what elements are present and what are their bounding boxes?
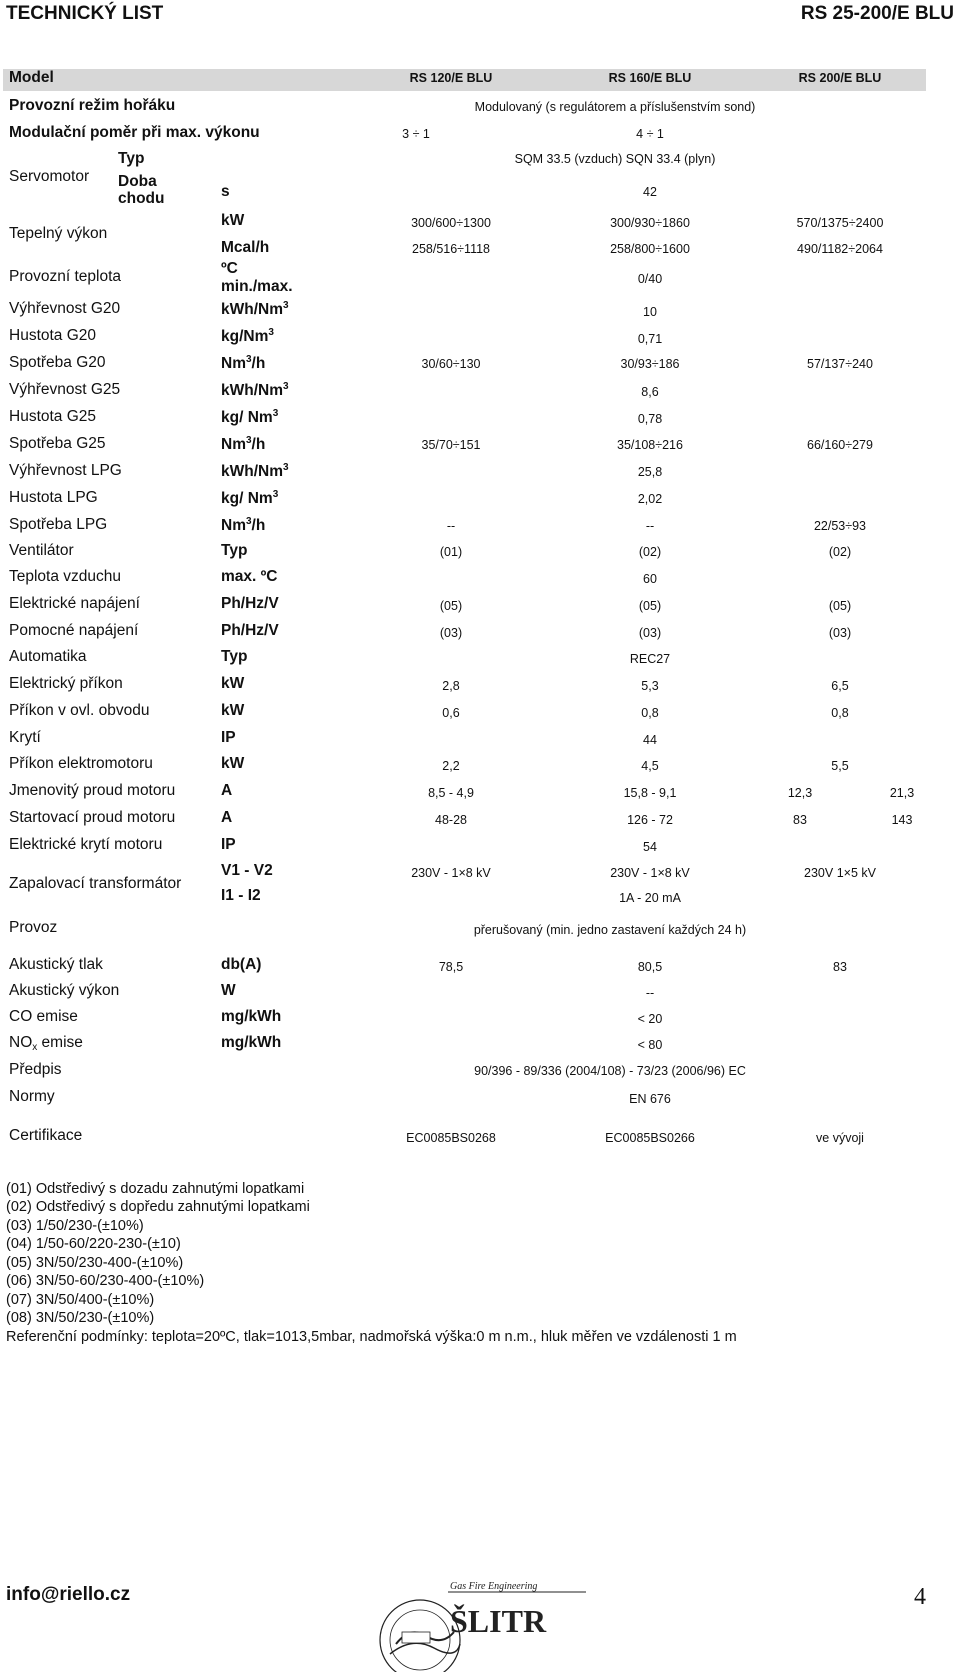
- row-unit: max. ºC: [221, 568, 278, 585]
- footnote: (03) 1/50/230-(±10%): [6, 1218, 144, 1234]
- row-label: Hustota LPG: [9, 489, 98, 506]
- row-value: 44: [643, 733, 657, 747]
- row-label: Servomotor: [9, 168, 90, 185]
- row-value: (03): [638, 626, 662, 640]
- row-label: Spotřeba G25: [9, 435, 106, 452]
- row-label: Teplota vzduchu: [9, 568, 122, 585]
- footnote: (05) 3N/50/230-400-(±10%): [6, 1255, 184, 1271]
- row-value: 80,5: [637, 960, 663, 974]
- row-value: přerušovaný (min. jedno zastavení každých 24 h): [473, 923, 747, 937]
- row-label: Hustota G25: [9, 408, 97, 425]
- row-value: 0,6: [442, 706, 460, 720]
- row-label: Zapalovací transformátor: [9, 875, 182, 892]
- row-value: 83: [833, 960, 847, 974]
- row-unit: V1 - V2: [221, 862, 273, 879]
- row-value: (05): [638, 599, 662, 613]
- slitr-logo: [376, 1572, 596, 1672]
- email-link[interactable]: info@riello.cz: [6, 1584, 131, 1605]
- row-value: 78,5: [438, 960, 464, 974]
- row-value: (03): [439, 626, 463, 640]
- row-value: 25,8: [637, 465, 663, 479]
- row-value: ve vývoji: [816, 1131, 864, 1145]
- row-label: Provozní teplota: [9, 268, 122, 285]
- row-value: 0/40: [637, 272, 663, 286]
- slitr-logo-graphic: [376, 1572, 596, 1672]
- reference-conditions: Referenční podmínky: teplota=20ºC, tlak=1013,5mbar, nadmořská výška:0 m n.m., hluk měřen ve vzdálenosti 1 m: [6, 1329, 737, 1345]
- row-unit: I1 - I2: [221, 887, 261, 904]
- row-value: 230V - 1×8 kV: [610, 866, 690, 880]
- row-value: 5,3: [641, 679, 659, 693]
- row-label: Provoz: [9, 919, 58, 936]
- row-value: 21,3: [889, 786, 915, 800]
- row-unit: kg/ Nm$^3$: [221, 408, 279, 426]
- row-value: < 80: [637, 1038, 663, 1052]
- row-value: 35/70÷151: [421, 438, 481, 452]
- row-value: 35/108÷216: [617, 438, 683, 452]
- row-unit: kg/ Nm$^3$: [221, 489, 279, 507]
- row-unit: s: [221, 183, 230, 200]
- row-value: 0,8: [831, 706, 849, 720]
- row-sublabel: Doba: [118, 173, 157, 190]
- row-value: Modulovaný (s regulátorem a příslušenstvím sond): [474, 100, 756, 114]
- row-label: Výhřevnost G25: [9, 381, 121, 398]
- row-label: Provozní režim hořáku: [9, 97, 176, 114]
- row-value: 258/800÷1600: [610, 242, 690, 256]
- row-value: --: [446, 519, 456, 533]
- row-value: 90/396 - 89/336 (2004/108) - 73/23 (2006/96) EC: [474, 1064, 746, 1078]
- row-unit: mg/kWh: [221, 1008, 282, 1025]
- row-label: Akustický výkon: [9, 982, 120, 999]
- row-unit: min./max.: [221, 278, 293, 295]
- row-label: Spotřeba G20: [9, 354, 106, 371]
- row-value: 0,8: [641, 706, 659, 720]
- row-value: 8,6: [641, 385, 659, 399]
- footnote: (01) Odstředivý s dozadu zahnutými lopatkami: [6, 1181, 305, 1197]
- row-value: --: [645, 519, 655, 533]
- row-label: Ventilátor: [9, 542, 74, 559]
- row-value: 48-28: [435, 813, 467, 827]
- footnote: (02) Odstředivý s dopředu zahnutými lopatkami: [6, 1199, 310, 1215]
- row-value: (02): [638, 545, 662, 559]
- row-label: Příkon elektromotoru: [9, 755, 153, 772]
- row-value: 230V 1×5 kV: [804, 866, 876, 880]
- row-value: 42: [643, 185, 657, 199]
- row-value: EC0085BS0266: [605, 1131, 695, 1145]
- row-unit: kW: [221, 702, 245, 719]
- row-value: 60: [643, 572, 657, 586]
- row-label: Pomocné napájení: [9, 622, 139, 639]
- row-unit: kWh/Nm$^3$: [221, 462, 289, 480]
- row-unit: Typ: [221, 542, 248, 559]
- row-value: 83: [793, 813, 807, 827]
- row-unit: Typ: [221, 648, 248, 665]
- row-value: 300/930÷1860: [610, 216, 690, 230]
- row-label: Elektrický příkon: [9, 675, 123, 692]
- row-unit: kg/Nm$^3$: [221, 327, 274, 345]
- row-unit: Nm$^3$/h: [221, 435, 266, 453]
- row-label: Krytí: [9, 729, 41, 746]
- row-label: Tepelný výkon: [9, 225, 108, 242]
- row-unit: Nm$^3$/h: [221, 516, 266, 534]
- logo-wordmark: ŠLITR: [450, 1603, 547, 1639]
- row-label: CO emise: [9, 1008, 78, 1025]
- row-label: Příkon v ovl. obvodu: [9, 702, 150, 719]
- row-unit: A: [221, 782, 233, 799]
- row-value: 570/1375÷2400: [796, 216, 884, 230]
- row-value: 4,5: [641, 759, 659, 773]
- row-value: (01): [439, 545, 463, 559]
- row-label: Akustický tlak: [9, 956, 103, 973]
- row-value: 22/53÷93: [813, 519, 867, 533]
- row-value: 490/1182÷2064: [797, 242, 883, 256]
- row-value: 230V - 1×8 kV: [411, 866, 491, 880]
- row-label: Spotřeba LPG: [9, 516, 108, 533]
- row-value: 5,5: [831, 759, 849, 773]
- row-value: 4 ÷ 1: [636, 127, 664, 141]
- row-value: EN 676: [629, 1092, 671, 1106]
- row-value: 54: [643, 840, 657, 854]
- footnote: (06) 3N/50-60/230-400-(±10%): [6, 1273, 205, 1289]
- row-value: 3 ÷ 1: [402, 127, 430, 141]
- row-value: 12,3: [787, 786, 813, 800]
- row-label: Výhřevnost LPG: [9, 462, 122, 479]
- row-value: 0,78: [637, 412, 663, 426]
- row-label: Hustota G20: [9, 327, 97, 344]
- page-header-left: TECHNICKÝ LIST: [6, 3, 164, 24]
- row-value: 258/516÷1118: [412, 242, 490, 256]
- row-label: Normy: [9, 1088, 55, 1105]
- footnote: (07) 3N/50/400-(±10%): [6, 1292, 155, 1308]
- model-label: Model: [9, 69, 54, 86]
- row-unit: kW: [221, 675, 245, 692]
- row-label: Předpis: [9, 1061, 62, 1078]
- row-unit: W: [221, 982, 236, 999]
- row-value: 30/93÷186: [620, 357, 680, 371]
- row-unit: db(A): [221, 956, 262, 973]
- row-value: < 20: [637, 1012, 663, 1026]
- row-value: 57/137÷240: [807, 357, 873, 371]
- row-value: 2,2: [442, 759, 460, 773]
- row-unit: Nm$^3$/h: [221, 354, 266, 372]
- footnote: (04) 1/50-60/220-230-(±10): [6, 1236, 181, 1252]
- row-value: (05): [439, 599, 463, 613]
- row-label: Automatika: [9, 648, 87, 665]
- row-unit: IP: [221, 836, 236, 853]
- row-label: Startovací proud motoru: [9, 809, 176, 826]
- row-unit: kW: [221, 755, 245, 772]
- row-value: 6,5: [831, 679, 849, 693]
- row-label: Modulační poměr při max. výkonu: [9, 124, 260, 141]
- row-value: 126 - 72: [627, 813, 673, 827]
- row-value: 143: [891, 813, 913, 827]
- row-value: 0,71: [637, 332, 663, 346]
- row-value: 1A - 20 mA: [619, 891, 681, 905]
- row-value: REC27: [629, 652, 671, 666]
- row-unit: A: [221, 809, 233, 826]
- row-label: Certifikace: [9, 1127, 83, 1144]
- row-value: 66/160÷279: [807, 438, 873, 452]
- row-value: 2,02: [637, 492, 663, 506]
- row-value: 300/600÷1300: [411, 216, 491, 230]
- row-value: 8,5 - 4,9: [428, 786, 474, 800]
- row-value: 30/60÷130: [421, 357, 481, 371]
- model-2: RS 160/E BLU: [608, 71, 692, 85]
- row-unit: mg/kWh: [221, 1034, 282, 1051]
- row-label: Výhřevnost G20: [9, 300, 121, 317]
- row-label: Elektrické krytí motoru: [9, 836, 163, 853]
- row-unit: Ph/Hz/V: [221, 622, 279, 639]
- row-value: --: [645, 986, 655, 1000]
- row-value: EC0085BS0268: [406, 1131, 496, 1145]
- row-unit: kWh/Nm$^3$: [221, 381, 289, 399]
- row-label: Elektrické napájení: [9, 595, 140, 612]
- row-unit: kWh/Nm$^3$: [221, 300, 289, 318]
- row-value: (05): [828, 599, 852, 613]
- row-value: (02): [828, 545, 852, 559]
- page-header-right: RS 25-200/E BLU: [800, 3, 954, 24]
- model-1: RS 120/E BLU: [409, 71, 493, 85]
- row-unit: kW: [221, 212, 245, 229]
- page-number: 4: [914, 1584, 926, 1610]
- row-value: 15,8 - 9,1: [623, 786, 677, 800]
- row-sublabel: Typ: [118, 150, 145, 167]
- row-unit: IP: [221, 729, 236, 746]
- footnote: (08) 3N/50/230-(±10%): [6, 1310, 155, 1326]
- row-unit: ºC: [221, 260, 238, 277]
- logo-tagline: Gas Fire Engineering: [450, 1581, 538, 1592]
- row-value: 10: [643, 305, 657, 319]
- row-sublabel: chodu: [118, 190, 165, 207]
- row-value: SQM 33.5 (vzduch) SQN 33.4 (plyn): [514, 152, 716, 166]
- row-value: (03): [828, 626, 852, 640]
- row-value: 2,8: [442, 679, 460, 693]
- row-label: Jmenovitý proud motoru: [9, 782, 176, 799]
- row-label: $NO_x$ emise: [9, 1034, 83, 1053]
- row-unit: Mcal/h: [221, 239, 270, 256]
- row-unit: Ph/Hz/V: [221, 595, 279, 612]
- model-3: RS 200/E BLU: [798, 71, 882, 85]
